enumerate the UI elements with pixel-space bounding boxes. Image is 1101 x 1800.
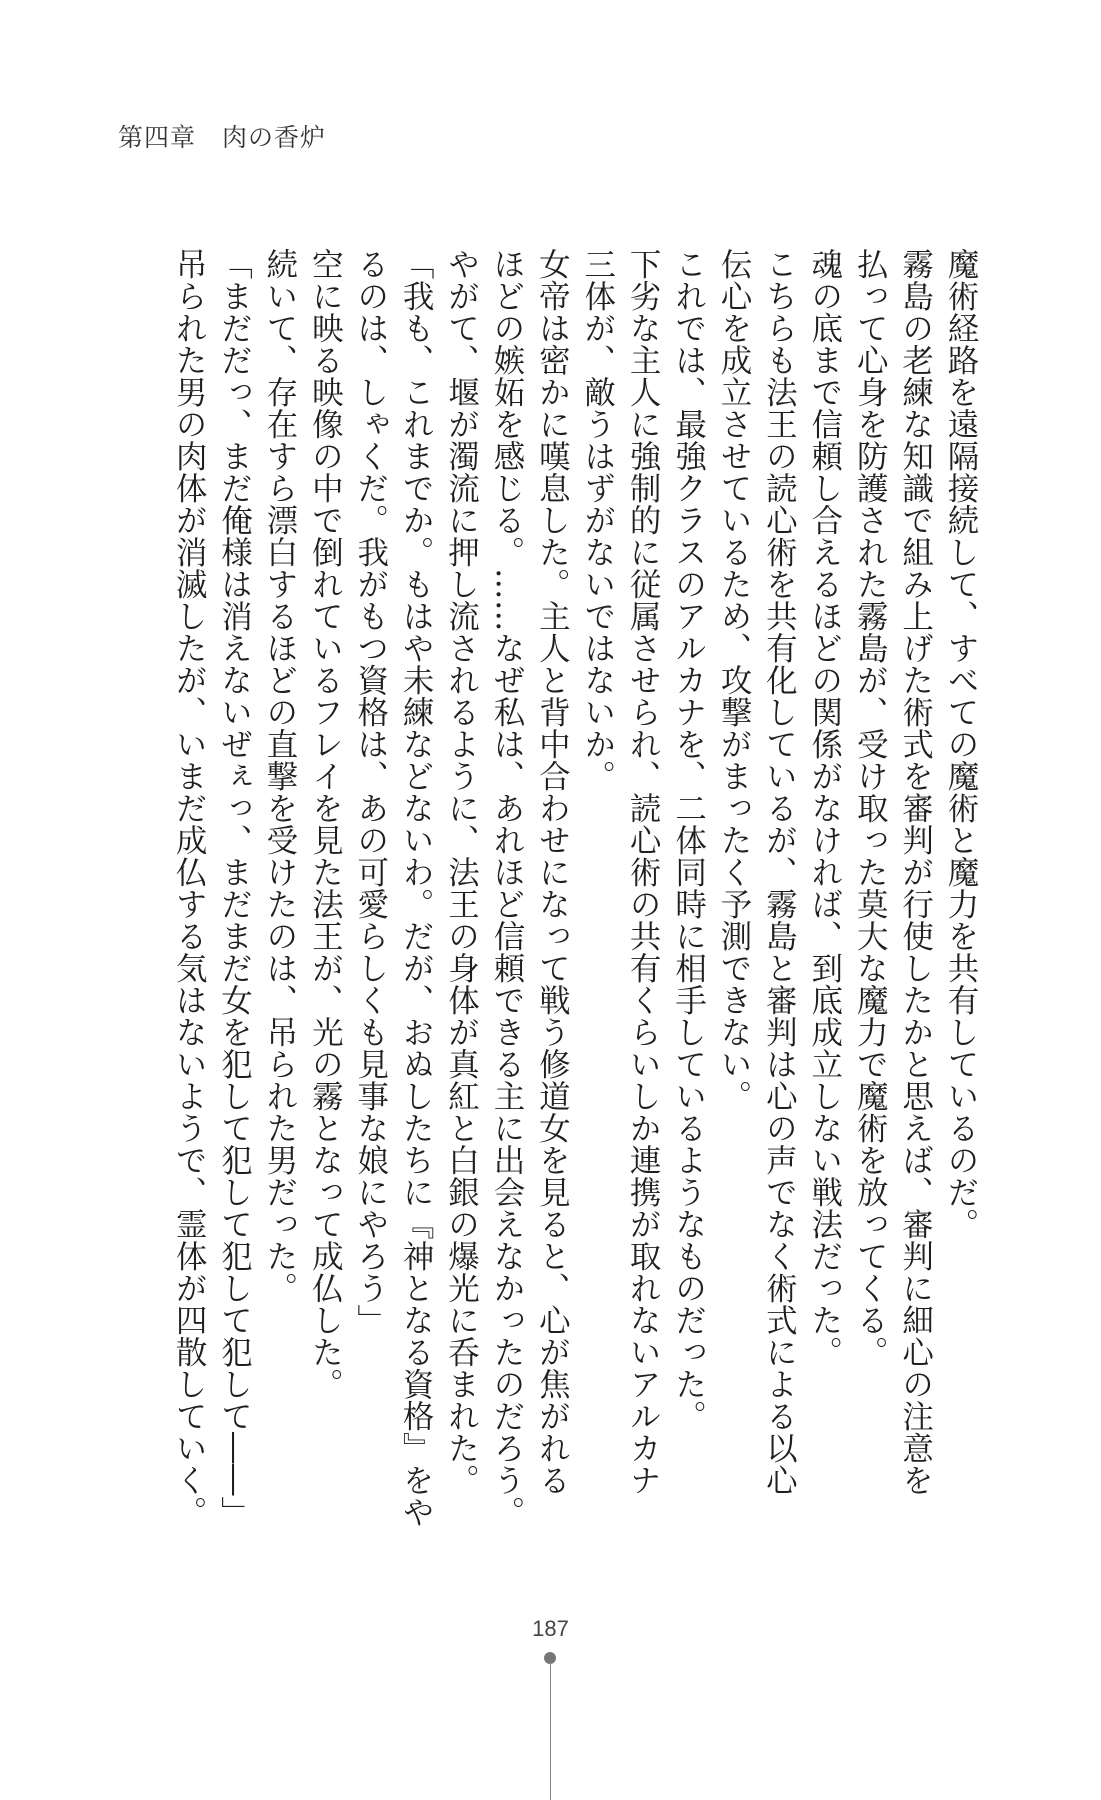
text-line: こちらも法王の読心術を共有化しているが、霧島と審判は心の声でなく術式による以心 xyxy=(761,248,798,1496)
text-line: 「我も、これまでか。もはや未練などないわ。だが、おぬしたちに『神となる資格』をや xyxy=(398,248,435,1528)
text-line: これでは、最強クラスのアルカナを、二体同時に相手しているようなものだった。 xyxy=(670,248,707,1432)
text-line: 続いて、存在すら漂白するほどの直撃を受けたのは、吊られた男だった。 xyxy=(261,248,298,1304)
text-line: 空に映る映像の中で倒れているフレイを見た法王が、光の霧となって成仏した。 xyxy=(307,248,344,1400)
text-line: 払って心身を防護された霧島が、受け取った莫大な魔力で魔術を放ってくる。 xyxy=(852,248,889,1368)
text-line: 霧島の老練な知識で組み上げた術式を審判が行使したかと思えば、審判に細心の注意を xyxy=(897,248,934,1496)
page-number: 187 xyxy=(532,1616,569,1641)
text-line: るのは、しゃくだ。我がもつ資格は、あの可愛らしくも見事な娘にやろう」 xyxy=(352,248,389,1336)
text-line: 魂の底まで信頼し合えるほどの関係がなければ、到底成立しない戦法だった。 xyxy=(806,248,843,1368)
running-head: 第四章 肉の香炉 xyxy=(118,123,327,152)
text-line: 伝心を成立させているため、攻撃がまったく予測できない。 xyxy=(715,248,752,1112)
text-line: 魔術経路を遠隔接続して、すべての魔術と魔力を共有しているのだ。 xyxy=(943,248,979,1240)
text-line: 下劣な主人に強制的に従属させられ、読心術の共有くらいしか連携が取れないアルカナ xyxy=(625,248,662,1496)
text-line: やがて、堰が濁流に押し流されるように、法王の身体が真紅と白銀の爆光に呑まれた。 xyxy=(443,248,480,1496)
marker-line xyxy=(550,1662,551,1800)
text-line: 女帝は密かに嘆息した。主人と背中合わせになって戦う修道女を見ると、心が焦がれる xyxy=(534,248,571,1496)
text-line: 「まだだっ、まだ俺様は消えないぜぇっ、まだまだ女を犯して犯して犯して犯して――」 xyxy=(216,248,253,1528)
text-line: ほどの嫉妬を感じる。……なぜ私は、あれほど信頼できる主に出会えなかったのだろう。 xyxy=(488,248,525,1528)
body-text xyxy=(166,248,983,1528)
page-marker xyxy=(544,1652,556,1800)
text-line: 三体が、敵うはずがないではないか。 xyxy=(579,248,616,792)
text-line: 吊られた男の肉体が消滅したが、いまだ成仏する気はないようで、霊体が四散していく。 xyxy=(171,248,208,1528)
